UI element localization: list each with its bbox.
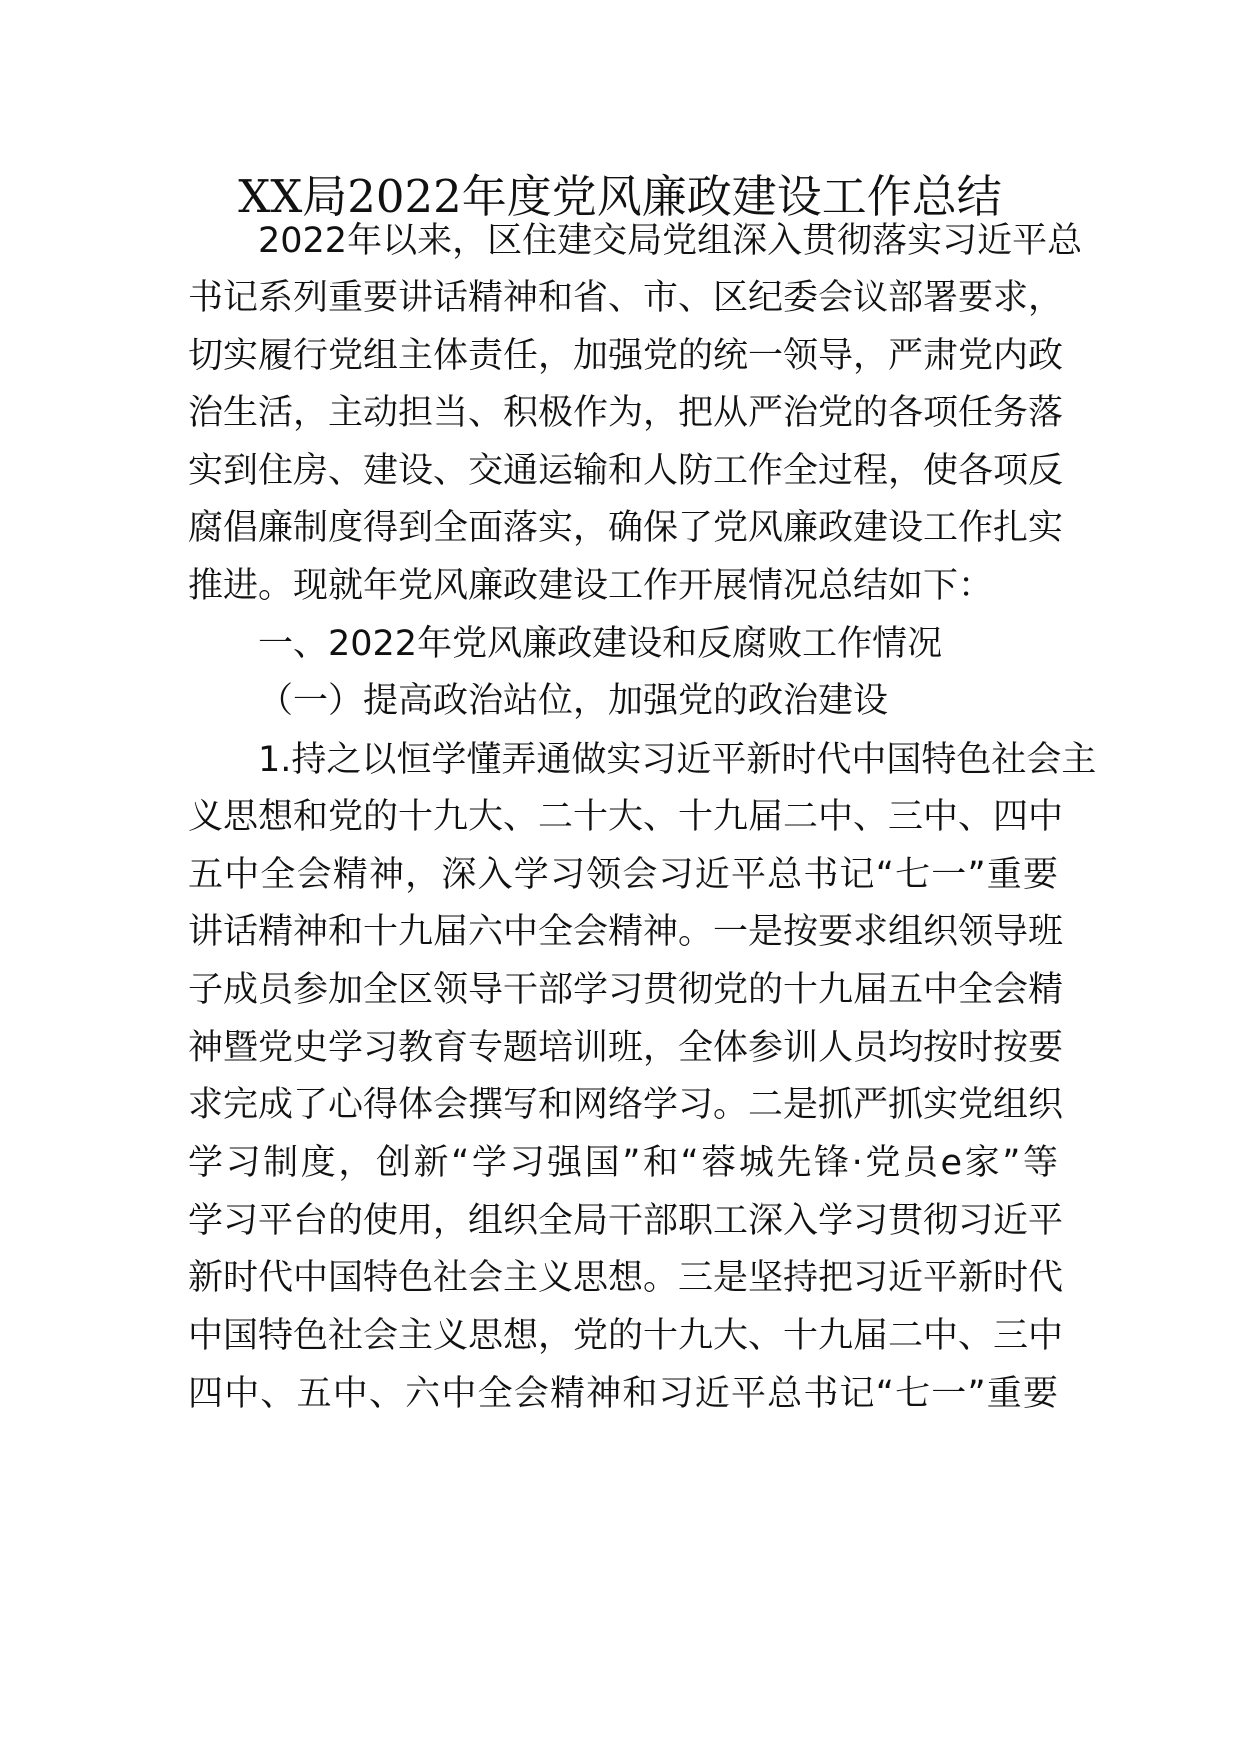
- paragraph-line: 子成员参加全区领导干部学习贯彻党的十九届五中全会精: [188, 970, 1064, 1010]
- paragraph-line: 切实履行党组主体责任，加强党的统一领导，严肃党内政: [188, 336, 1064, 376]
- paragraph-line: 义思想和党的十九大、二十大、十九届二中、三中、四中: [188, 797, 1064, 837]
- paragraph-line: 1.持之以恒学懂弄通做实习近平新时代中国特色社会主: [258, 740, 1097, 780]
- paragraph-line: 腐倡廉制度得到全面落实，确保了党风廉政建设工作扎实: [188, 508, 1064, 548]
- paragraph-line: 学习平台的使用，组织全局干部职工深入学习贯彻习近平: [188, 1201, 1064, 1241]
- paragraph-line: 书记系列重要讲话精神和省、市、区纪委会议部署要求，: [188, 278, 1064, 318]
- paragraph-line: 实到住房、建设、交通运输和人防工作全过程，使各项反: [188, 451, 1064, 491]
- paragraph-line: 中国特色社会主义思想，党的十九大、十九届二中、三中: [188, 1316, 1064, 1356]
- paragraph-line: 求完成了心得体会撰写和网络学习。二是抓严抓实党组织: [188, 1085, 1064, 1125]
- paragraph-line: 神暨党史学习教育专题培训班，全体参训人员均按时按要: [188, 1028, 1064, 1068]
- paragraph-line: 新时代中国特色社会主义思想。三是坚持把习近平新时代: [188, 1258, 1064, 1298]
- document-title: XX局2022年度党风廉政建设工作总结: [238, 170, 1002, 223]
- paragraph-line: 四中、五中、六中全会精神和习近平总书记“七一”重要: [188, 1374, 1058, 1414]
- section-heading: 一、2022年党风廉政建设和反腐败工作情况: [258, 624, 943, 664]
- paragraph-line: 推进。现就年党风廉政建设工作开展情况总结如下：: [188, 566, 994, 606]
- paragraph-line: 讲话精神和十九届六中全会精神。一是按要求组织领导班: [188, 912, 1064, 952]
- paragraph-line: 五中全会精神，深入学习领会习近平总书记“七一”重要: [188, 855, 1058, 895]
- paragraph-line: 学习制度，创新“学习强国”和“蓉城先锋·党员e家”等: [188, 1143, 1058, 1183]
- subsection-heading: （一）提高政治站位，加强党的政治建设: [258, 681, 889, 721]
- paragraph-line: 2022年以来，区住建交局党组深入贯彻落实习近平总: [258, 221, 1083, 261]
- paragraph-line: 治生活，主动担当、积极作为，把从严治党的各项任务落: [188, 393, 1064, 433]
